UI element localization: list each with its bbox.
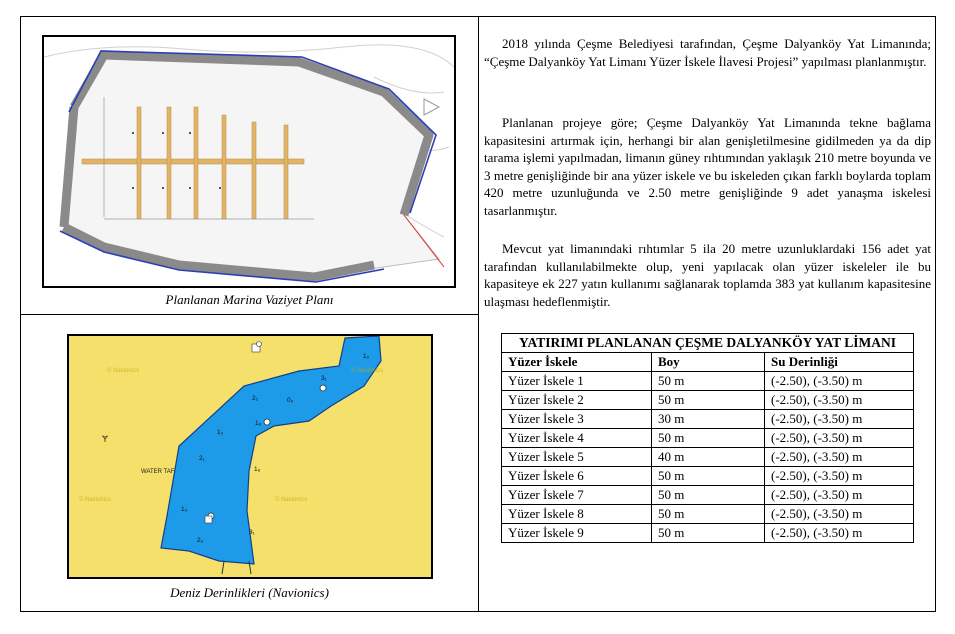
depth-label: 1₈ (254, 466, 261, 473)
table-row (502, 505, 914, 524)
table-cell: 50 m (652, 486, 765, 505)
table-header: Yüzer İskele (502, 353, 652, 372)
table-cell: (-2.50), (-3.50) m (765, 524, 914, 543)
table-row (502, 448, 914, 467)
marina-plan-image (42, 35, 456, 288)
table-row (502, 410, 914, 429)
table-cell: (-2.50), (-3.50) m (765, 391, 914, 410)
table-row (502, 524, 914, 543)
table-cell: 50 m (652, 372, 765, 391)
buoy-icon (320, 385, 326, 391)
table-cell: 30 m (652, 410, 765, 429)
depth-map-drawing (69, 336, 431, 577)
depth-map-image (67, 334, 433, 579)
table-cell: Yüzer İskele 2 (502, 391, 652, 410)
buoy-icon (264, 419, 270, 425)
depth-label: 1₈ (255, 420, 262, 427)
pier-table (501, 333, 914, 543)
table-cell: 40 m (652, 448, 765, 467)
table-cell: 50 m (652, 505, 765, 524)
table-cell: 50 m (652, 391, 765, 410)
watermark: © Navionics (79, 497, 112, 503)
table-header: Boy (652, 353, 765, 372)
table-cell: (-2.50), (-3.50) m (765, 505, 914, 524)
depth-label: 3₁ (249, 529, 255, 536)
paragraph-intro: 2018 yılında Çeşme Belediyesi tarafından, Çeşme Dalyanköy Yat Limanında; “Çeşme Dalyanköy Yat Limanı Yüzer İskele İlavesi Projesi” yapılması planlanmıştır. (484, 36, 931, 69)
table-cell: Yüzer İskele 6 (502, 467, 652, 486)
table-cell: (-2.50), (-3.50) m (765, 429, 914, 448)
watermark: © Navionics (351, 368, 384, 374)
table-cell: Yüzer İskele 5 (502, 448, 652, 467)
table-row (502, 372, 914, 391)
marina-icon (205, 516, 212, 523)
table-cell: Yüzer İskele 4 (502, 429, 652, 448)
depth-map-caption: Deniz Derinlikleri (Navionics) (170, 585, 329, 600)
watermark: © Navionics (275, 497, 308, 503)
depth-label: 1₉ (363, 353, 370, 360)
table-cell: Yüzer İskele 3 (502, 410, 652, 429)
row-divider (20, 314, 479, 315)
table-row (502, 486, 914, 505)
table-cell: 50 m (652, 524, 765, 543)
table-cell: Yüzer İskele 8 (502, 505, 652, 524)
marina-plan-drawing (44, 37, 454, 286)
table-cell: (-2.50), (-3.50) m (765, 372, 914, 391)
table-cell: (-2.50), (-3.50) m (765, 410, 914, 429)
table-cell: 50 m (652, 467, 765, 486)
depth-label: 0₉ (287, 397, 294, 404)
depth-label: 1₉ (181, 506, 188, 513)
watermark: © Navionics (107, 368, 140, 374)
table-cell: (-2.50), (-3.50) m (765, 486, 914, 505)
table-cell: Yüzer İskele 9 (502, 524, 652, 543)
table-header: Su Derinliği (765, 353, 914, 372)
table-row (502, 467, 914, 486)
table-cell: 50 m (652, 429, 765, 448)
table-cell: (-2.50), (-3.50) m (765, 448, 914, 467)
table-row (502, 391, 914, 410)
depth-label: 1₂ (217, 429, 224, 436)
marina-plan-caption: Planlanan Marina Vaziyet Planı (165, 292, 334, 307)
anchor-icon: Ɏ (102, 434, 109, 444)
paragraph-capacity: Mevcut yat limanındaki rıhtımlar 5 ila 20 metre uzunluklardaki 156 adet yat tarafından kullanılabilmekte olup, yeni yapılacak olan yüzer iskeleler ile bu kapasiteye ek 227 yatın kullanımı sağlanarak toplamda 383 yat kullanım kapasitesine ulaşması hedeflenmiştir. (484, 241, 931, 309)
table-title: YATIRIMI PLANLANAN ÇEŞME DALYANKÖY YAT LİMANI (502, 334, 914, 353)
depth-label: 2₁ (199, 455, 205, 462)
paragraph-project: Planlanan projeye göre; Çeşme Dalyanköy Yat Limanında tekne bağlama kapasitesini artırmak için, herhangi bir alan genişletilmesine gidilmeden ya da dip tarama işlemi yapılmadan, limanın güney rıhtımından yaklaşık 210 metre boyunda ve 3 metre genişliğinde bir ana yüzer iskele ve bu iskeleden çıkan farklı boylarda toplam 420 metre uzunluğunda ve 2.50 metre genişliğinde 9 adet yanaşma iskelesi tasarlanmıştır. (484, 115, 931, 218)
water-label: WATER TAF (141, 469, 175, 475)
depth-label: 3₁ (321, 375, 327, 382)
depth-label: 2₂ (252, 395, 259, 402)
table-row (502, 429, 914, 448)
depth-label: 2₀ (197, 537, 204, 544)
table-cell: Yüzer İskele 1 (502, 372, 652, 391)
table-cell: Yüzer İskele 7 (502, 486, 652, 505)
table-cell: (-2.50), (-3.50) m (765, 467, 914, 486)
